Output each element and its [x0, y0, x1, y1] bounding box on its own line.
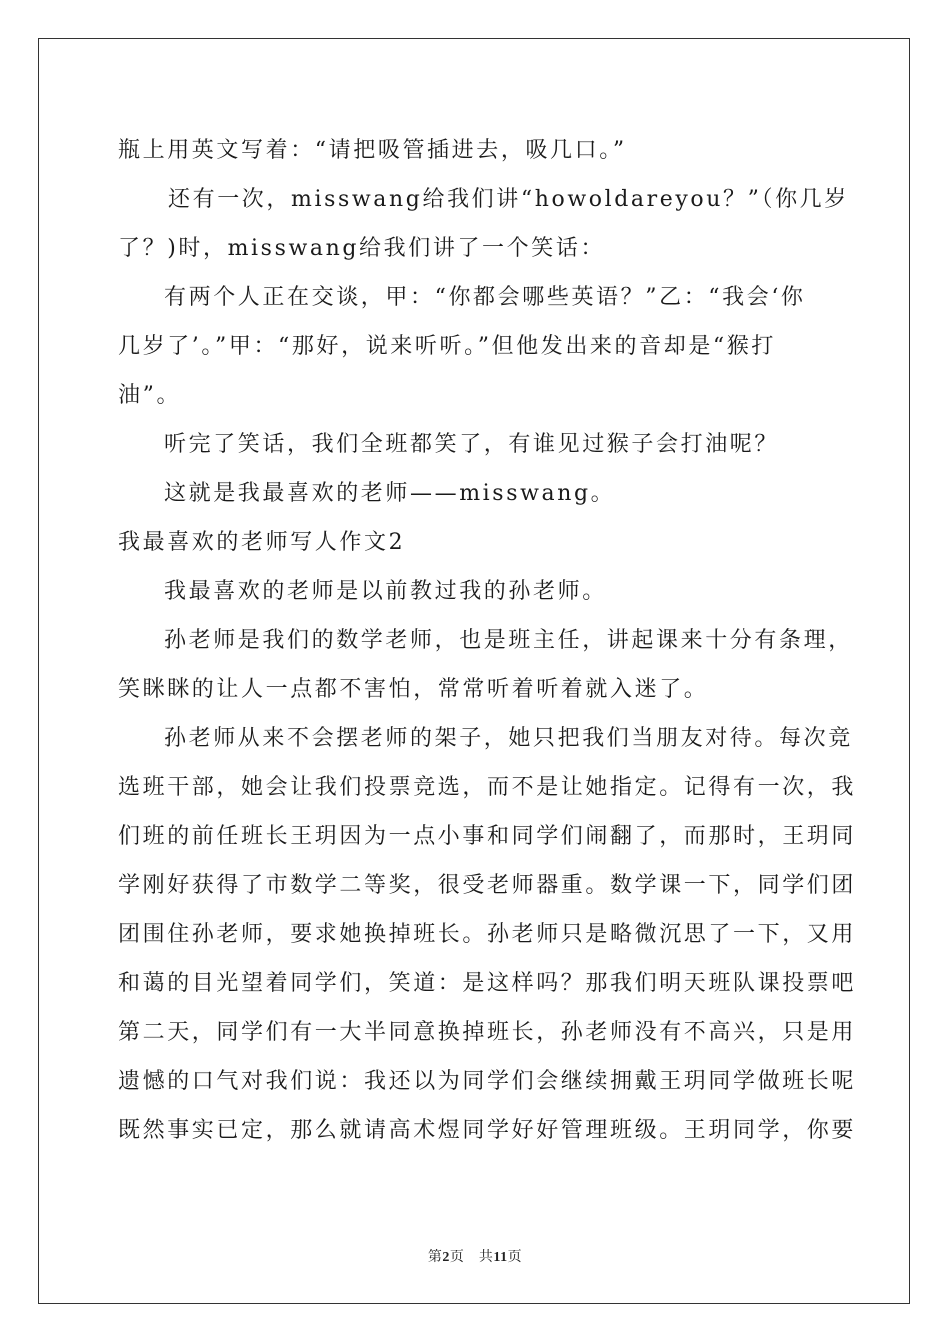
text-line: 还有一次，misswang给我们讲“howoldareyou？”（你几岁	[168, 187, 849, 212]
section-heading: 我最喜欢的老师写人作文2	[118, 530, 406, 555]
page-label-mid: 页 共	[449, 1250, 494, 1265]
text-line: 既然事实已定，那么就请高术煜同学好好管理班级。王玥同学，你要	[118, 1118, 857, 1143]
text-line: 团围住孙老师，要求她换掉班长。孙老师只是略微沉思了一下，又用	[118, 922, 857, 947]
text-line: 和蔼的目光望着同学们，笑道：是这样吗？那我们明天班队课投票吧	[118, 971, 857, 996]
total-page-count: 11	[493, 1250, 508, 1265]
text-line: 瓶上用英文写着：“请把吸管插进去，吸几口。”	[118, 138, 627, 163]
text-line: 听完了笑话，我们全班都笑了，有谁见过猴子会打油呢？	[164, 432, 780, 457]
text-line: 们班的前任班长王玥因为一点小事和同学们闹翻了，而那时，王玥同	[118, 824, 857, 849]
text-line: 遗憾的口气对我们说：我还以为同学们会继续拥戴王玥同学做班长呢	[118, 1069, 857, 1094]
text-line: 这就是我最喜欢的老师——misswang。	[164, 481, 616, 506]
text-line: 有两个人正在交谈，甲：“你都会哪些英语？”乙：“我会‘你	[164, 285, 806, 310]
page-footer	[0, 1246, 950, 1266]
text-line: 孙老师从来不会摆老师的架子，她只把我们当朋友对待。每次竞	[164, 726, 853, 751]
text-line: 了？)时，misswang给我们讲了一个笑话：	[118, 236, 606, 261]
text-line: 选班干部，她会让我们投票竞选，而不是让她指定。记得有一次，我	[118, 775, 857, 800]
text-line: 我最喜欢的老师是以前教过我的孙老师。	[164, 579, 607, 604]
text-line: 油”。	[118, 383, 182, 408]
current-page-number: 2	[442, 1250, 450, 1265]
page-label-suffix: 页	[507, 1250, 523, 1265]
document-body	[118, 126, 857, 1155]
text-line: 几岁了’。”甲：“那好，说来听听。”但他发出来的音却是“猴打	[118, 334, 776, 359]
text-line: 笑眯眯的让人一点都不害怕，常常听着听着就入迷了。	[118, 677, 709, 702]
text-line: 孙老师是我们的数学老师，也是班主任，讲起课来十分有条理，	[164, 628, 853, 653]
text-line: 第二天，同学们有一大半同意换掉班长，孙老师没有不高兴，只是用	[118, 1020, 857, 1045]
page-label-prefix: 第	[427, 1250, 443, 1265]
text-line: 学刚好获得了市数学二等奖，很受老师器重。数学课一下，同学们团	[118, 873, 857, 898]
